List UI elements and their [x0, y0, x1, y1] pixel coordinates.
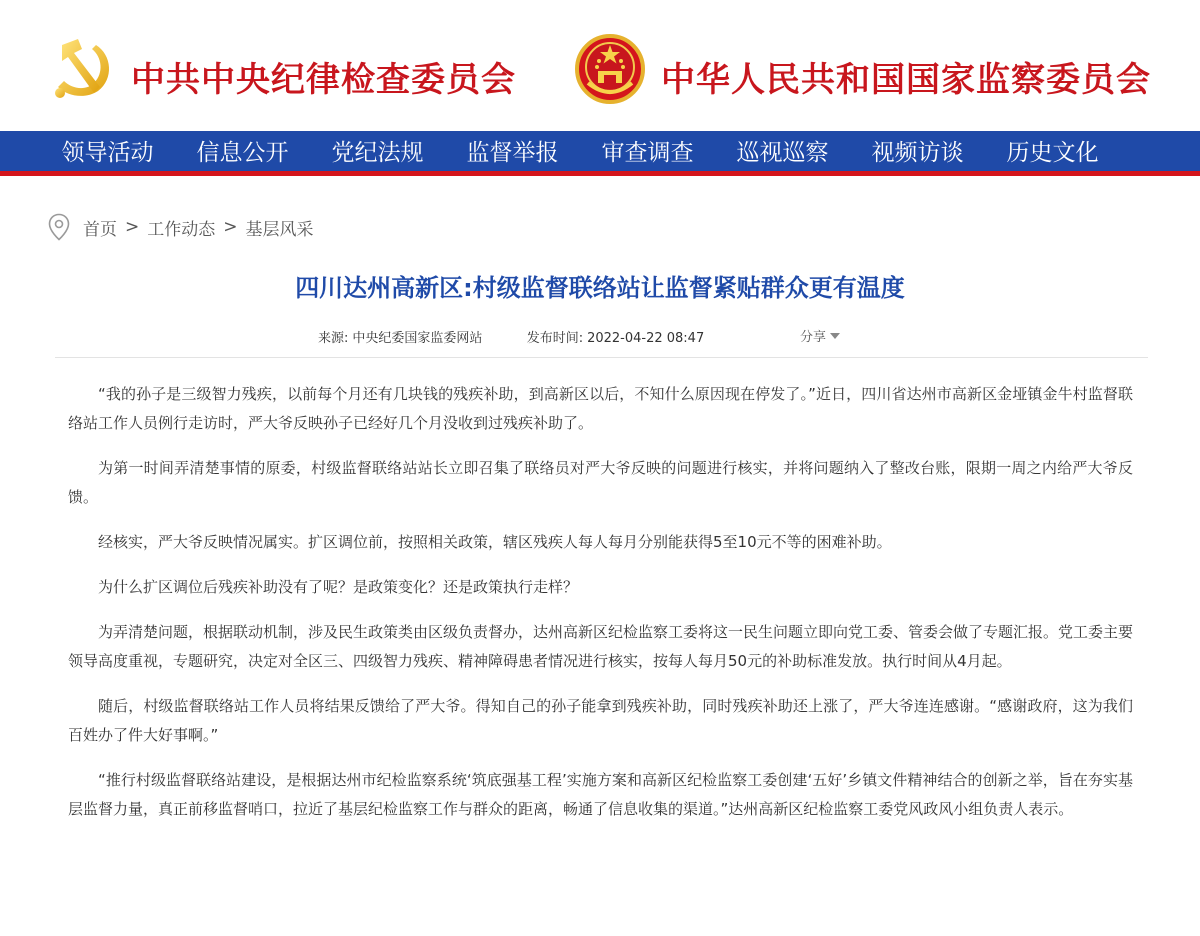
- location-pin-icon: [48, 213, 70, 241]
- share-button[interactable]: [800, 326, 840, 345]
- breadcrumb-grassroots[interactable]: 基层风采: [245, 219, 314, 240]
- breadcrumb: [48, 212, 314, 242]
- breadcrumb-work-news[interactable]: 工作动态: [147, 219, 216, 240]
- article-paragraph: 为第一时间弄清楚事情的原委，村级监督联络站站长立即召集了联络员对严大爷反映的问题进行核实，并将问题纳入了整改台账，限期一周之内给严大爷反馈。: [68, 459, 1133, 506]
- article-paragraph: “我的孙子是三级智力残疾，以前每个月还有几块钱的残疾补助，到高新区以后，不知什么原因现在停发了。”近日，四川省达州市高新区金垭镇金牛村监督联络站工作人员例行走访时，严大爷反映孙子已经好几个月没收到过残疾补助了。: [68, 385, 1133, 432]
- chevron-down-icon: [830, 333, 840, 339]
- nav-item-inspection[interactable]: 巡视巡察: [736, 140, 829, 166]
- party-emblem-icon[interactable]: [48, 35, 118, 105]
- divider: [55, 357, 1148, 358]
- breadcrumb-separator: >: [125, 217, 140, 237]
- share-label: 分享: [800, 330, 827, 345]
- article-paragraph: 为弄清楚问题，根据联动机制，涉及民生政策类由区级负责督办，达州高新区纪检监察工委将这一民生问题立即向党工委、管委会做了专题汇报。党工委主要领导高度重视，专题研究，决定对全区三、四级智力残疾、精神障碍患者情况进行核实，按每人每月50元的补助标准发放。执行时间从4月起。: [68, 623, 1134, 670]
- source-label: 来源:: [318, 331, 349, 346]
- publish-time-value: 2022-04-22 08:47: [587, 331, 705, 346]
- article-paragraph: “推行村级监督联络站建设，是根据达州市纪检监察系统‘筑底强基工程’实施方案和高新区纪检监察工委创建‘五好’乡镇文件精神结合的创新之举，旨在夯实基层监督力量，真正前移监督哨口，拉近了基层纪检监察工作与群众的距离，畅通了信息收集的渠道。”达州高新区纪检监察工委党风政风小组负责人表示。: [68, 771, 1133, 818]
- cpc-ccdi-title[interactable]: 中共中央纪律检查委员会: [131, 60, 516, 100]
- nav-item-info-disclosure[interactable]: 信息公开: [196, 140, 289, 166]
- nav-item-video-interviews[interactable]: 视频访谈: [871, 140, 964, 166]
- nav-item-history[interactable]: 历史文化: [1006, 140, 1099, 166]
- nsc-title[interactable]: 中华人民共和国国家监察委员会: [661, 60, 1151, 100]
- source-value: 中央纪委国家监委网站: [352, 331, 483, 346]
- nav-item-party-regulations[interactable]: 党纪法规: [331, 140, 424, 166]
- nav-item-leadership[interactable]: 领导活动: [61, 140, 154, 166]
- article-paragraph: 随后，村级监督联络站工作人员将结果反馈给了严大爷。得知自己的孙子能拿到残疾补助，同时残疾补助还上涨了，严大爷连连感谢。“感谢政府，这为我们百姓办了件大好事啊。”: [68, 697, 1133, 744]
- article-title: 四川达州高新区:村级监督联络站让监督紧贴群众更有温度: [295, 274, 905, 302]
- article-body: [68, 380, 1133, 840]
- national-emblem-icon[interactable]: [574, 33, 646, 105]
- nav-item-investigation[interactable]: 审查调查: [601, 140, 694, 166]
- main-nav: [0, 131, 1200, 176]
- site-header: [0, 0, 1200, 131]
- article-meta: [318, 327, 708, 346]
- breadcrumb-separator: >: [223, 217, 238, 237]
- article-paragraph: 为什么扩区调位后残疾补助没有了呢？是政策变化？还是政策执行走样？: [98, 578, 579, 596]
- nav-item-report[interactable]: 监督举报: [466, 140, 559, 166]
- article-paragraph: 经核实，严大爷反映情况属实。扩区调位前，按照相关政策，辖区残疾人每人每月分别能获得5至10元不等的困难补助。: [98, 533, 892, 551]
- breadcrumb-home[interactable]: 首页: [83, 219, 117, 240]
- publish-time-label: 发布时间:: [526, 331, 584, 346]
